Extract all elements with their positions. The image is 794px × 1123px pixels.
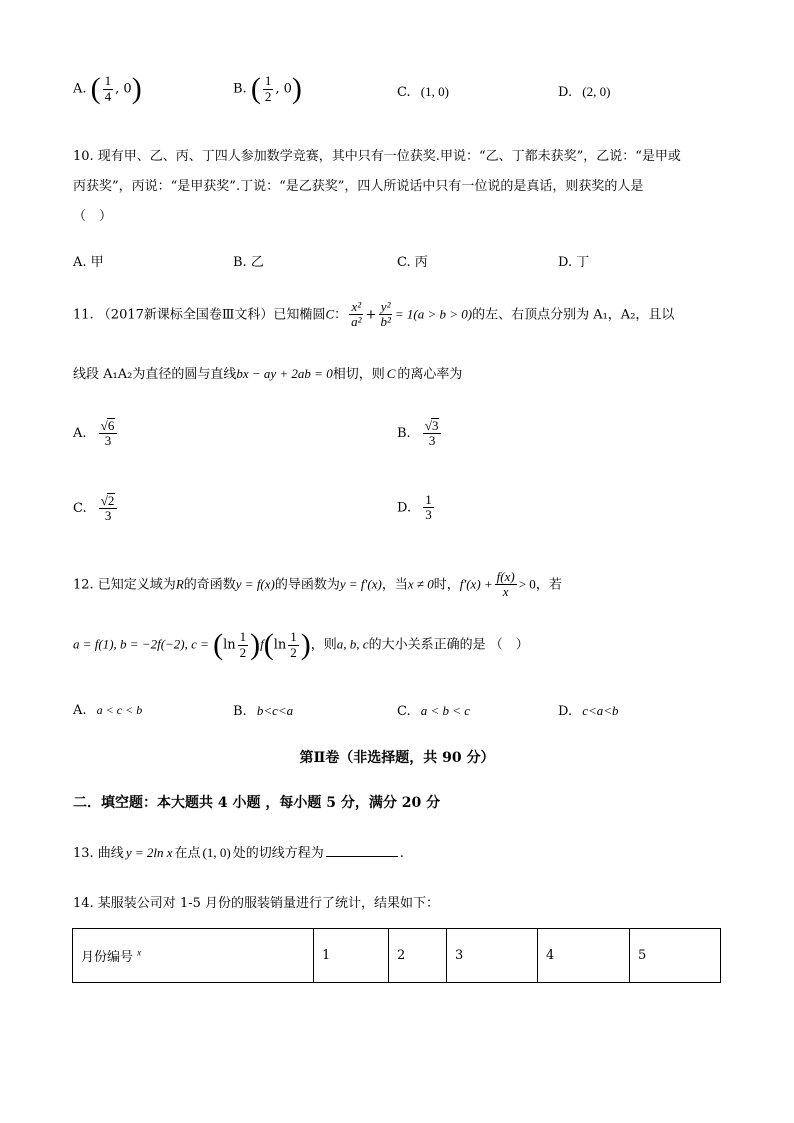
q11-stem-line1: 11. （2017新课标全国卷Ⅲ文科）已知椭圆C： $\frac{\text{x²}}{\text{a²}}$ + $\frac{\text{y²}}{\text{b²}}$ = 1(a > b > 0)的左、右顶点分别为 A₁，A₂，且以 [73,299,675,330]
answer-blank [326,856,398,857]
q14-stem: 14. 某服装公司对 1-5 月份的服装销量进行了统计，结果如下： [73,896,440,911]
table-cell: 4 [538,929,630,983]
q10-stem-line2: 丙获奖”，丙说：“是甲获奖”.丁说：“是乙获奖”，四人所说话中只有一位说的是真话，则获奖的人是 [73,179,644,194]
q12-stem-line1: 12. 已知定义域为R的奇函数y = f(x)的导函数为y = f′(x)，当x ≠ 0时，f′(x) + $\frac{f(x)}{x}$ > 0，若 [73,569,562,600]
q9-option-d: D. (2, 0) [558,84,611,100]
q11-option-a: A. $\frac{√6}{3}$ [73,418,119,449]
part2-heading: 第Ⅱ卷（非选择题，共 90 分） [299,750,495,766]
q9-option-c: C. (1, 0) [397,84,449,100]
q10-stem-line3: （ ） [73,209,113,224]
q10-option-d: D. 丁 [558,255,590,270]
q12-option-c: C. a < b < c [397,703,471,719]
table-cell: 3 [447,929,538,983]
q9-option-b: B. ( $\frac{1}{2}$ , 0) [233,72,302,105]
q10-stem-line1: 10. 现有甲、乙、丙、丁四人参加数学竞赛，其中只有一位获奖.甲说：“乙、丁都未获奖”，乙说：“是甲或 [73,149,681,164]
q12-option-d: D. c<a<b [558,703,619,719]
q12-option-a: A. a < c < b [73,703,143,718]
q11-option-b: B. $\frac{√3}{3}$ [397,418,443,449]
q12-option-b: B. b<c<a [233,703,294,719]
table-cell: 2 [389,929,447,983]
table-row [73,929,721,983]
q10-option-c: C. 丙 [397,255,428,270]
table-cell: 5 [630,929,721,983]
q13-stem: 13. 曲线 y = 2ln x 在点 (1, 0) 处的切线方程为 . [73,845,404,861]
q9-option-a: A. ( $\frac{1}{4}$ , 0) [73,72,142,105]
section2-heading: 二．填空题：本大题共 4 小题 ，每小题 5 分，满分 20 分 [73,795,441,811]
q12-stem-line2: a = f(1), b = −2f(−2), c = (ln $\frac{1}{2}$ )f(ln $\frac{1}{2}$ )，则a, b, c的大小关系正确的是 （ ） [73,628,529,661]
q11-stem-line2: 线段 A₁A₂为直径的圆与直线bx − ay + 2ab = 0相切，则 C 的离心率为 [73,366,463,382]
q10-option-b: B. 乙 [233,255,264,270]
q11-option-d: D. $\frac{1}{3}$ [397,492,432,523]
q11-option-c: C. $\frac{√2}{3}$ [73,493,119,524]
table-header-cell: 月份编号 $^x$ [73,929,314,983]
table-cell: 1 [314,929,389,983]
sales-table [72,928,721,983]
q10-option-a: A. 甲 [73,255,104,270]
